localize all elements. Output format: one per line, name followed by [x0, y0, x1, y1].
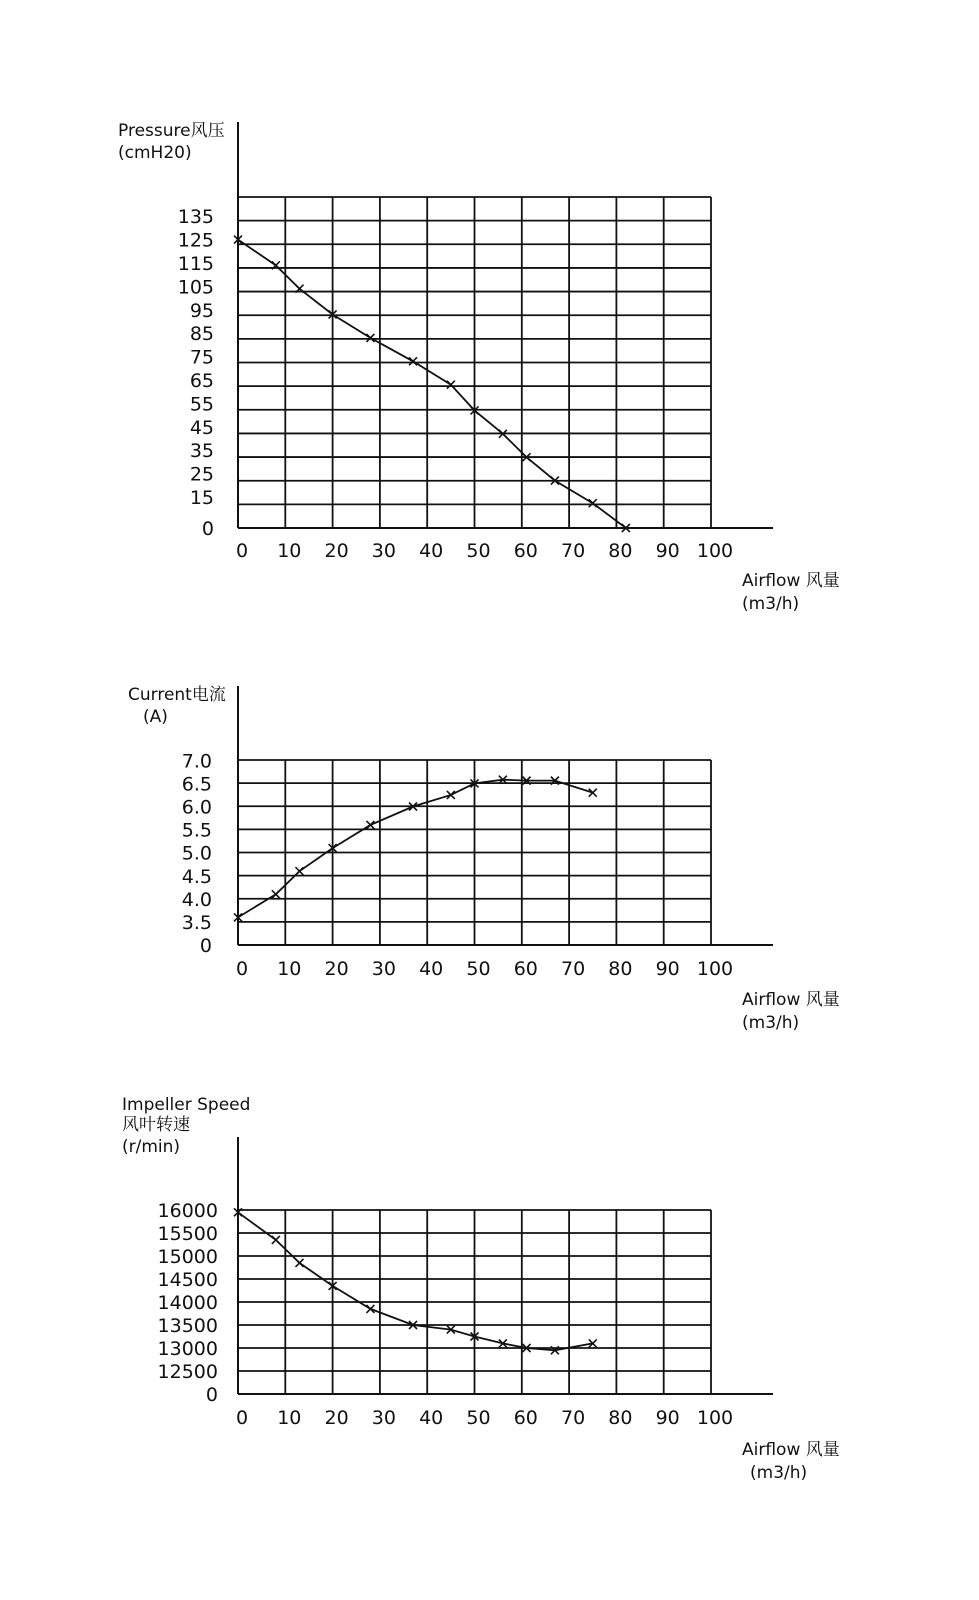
pressure-ylabel: Pressure风压 — [118, 121, 225, 141]
y-tick-label: 6.5 — [181, 773, 212, 796]
data-point-marker — [589, 1339, 597, 1347]
x-tick-label: 20 — [324, 1407, 349, 1429]
series-line — [238, 240, 626, 528]
data-point-marker — [471, 1333, 479, 1341]
x-tick-label: 80 — [608, 958, 633, 980]
pressure-yunit: (cmH20) — [118, 143, 192, 163]
x-tick-label: 40 — [419, 958, 444, 980]
data-point-marker — [234, 1208, 242, 1216]
y-tick-label: 0 — [201, 518, 214, 540]
speed-ylabel2: 风叶转速 — [122, 1115, 190, 1135]
y-tick-label: 13500 — [157, 1315, 218, 1337]
current-xunit: (m3/h) — [742, 1013, 800, 1033]
data-point-marker — [366, 821, 374, 829]
data-point-marker — [551, 777, 559, 785]
data-point-marker — [366, 1305, 374, 1313]
data-point-marker — [329, 844, 337, 852]
y-tick-label: 12500 — [157, 1361, 218, 1383]
data-point-marker — [589, 499, 597, 507]
data-point-marker — [295, 867, 303, 875]
y-tick-label: 85 — [189, 323, 214, 346]
x-tick-label: 60 — [513, 540, 538, 562]
data-point-marker — [329, 1282, 337, 1290]
data-point-marker — [551, 1346, 559, 1354]
x-tick-label: 20 — [324, 958, 349, 980]
data-point-marker — [366, 334, 374, 342]
x-tick-label: 100 — [696, 1407, 734, 1429]
y-tick-label: 7.0 — [181, 750, 212, 773]
y-tick-label: 105 — [177, 276, 214, 299]
x-tick-label: 60 — [513, 1407, 538, 1429]
data-point-marker — [523, 777, 531, 785]
x-tick-label: 100 — [696, 958, 734, 980]
y-tick-label: 15 — [189, 487, 214, 509]
y-tick-label: 6.0 — [181, 796, 212, 819]
y-tick-label: 45 — [189, 416, 214, 439]
x-tick-label: 20 — [324, 540, 349, 562]
x-tick-label: 80 — [608, 540, 633, 562]
current-xlabel: Airflow 风量 — [742, 990, 840, 1010]
x-tick-label: 100 — [696, 540, 734, 562]
y-tick-label: 125 — [177, 229, 214, 252]
data-point-marker — [499, 776, 507, 784]
x-tick-label: 10 — [277, 1407, 302, 1429]
y-tick-label: 14000 — [157, 1292, 218, 1314]
x-tick-label: 90 — [655, 958, 680, 980]
pressure-xlabel: Airflow 风量 — [742, 571, 840, 591]
y-tick-label: 15500 — [157, 1223, 218, 1245]
y-tick-label: 5.5 — [181, 819, 212, 842]
data-point-marker — [447, 381, 455, 389]
data-point-marker — [471, 779, 479, 787]
data-point-marker — [447, 1326, 455, 1334]
x-tick-label: 40 — [419, 540, 444, 562]
x-tick-label: 30 — [371, 540, 396, 562]
pressure-chart-svg — [0, 0, 979, 640]
y-tick-label: 115 — [177, 253, 214, 275]
x-tick-label: 50 — [466, 958, 491, 980]
data-point-marker — [234, 913, 242, 921]
data-point-marker — [409, 357, 417, 365]
y-tick-label: 13000 — [157, 1338, 218, 1360]
x-tick-label: 60 — [513, 958, 538, 980]
y-tick-label: 5.0 — [181, 842, 212, 865]
x-tick-label: 40 — [419, 1407, 444, 1429]
data-point-marker — [295, 1259, 303, 1267]
x-tick-label: 50 — [466, 540, 491, 562]
current-yunit: (A) — [143, 707, 168, 727]
data-point-marker — [272, 1236, 280, 1244]
data-point-marker — [447, 791, 455, 799]
x-tick-label: 30 — [371, 958, 396, 980]
series-line — [238, 1212, 593, 1350]
pressure-chart — [0, 0, 979, 640]
x-tick-label: 70 — [561, 540, 586, 562]
speed-xlabel: Airflow 风量 — [742, 1440, 840, 1460]
y-tick-label: 0 — [205, 1384, 218, 1406]
x-tick-label: 70 — [561, 958, 586, 980]
y-tick-label: 15000 — [157, 1246, 218, 1268]
y-tick-label: 14500 — [157, 1269, 218, 1291]
x-tick-label: 0 — [235, 958, 249, 980]
x-tick-label: 90 — [655, 540, 680, 562]
speed-yunit: (r/min) — [122, 1137, 181, 1157]
x-tick-label: 70 — [561, 1407, 586, 1429]
x-tick-label: 50 — [466, 1407, 491, 1429]
pressure-xunit: (m3/h) — [742, 594, 800, 614]
y-tick-label: 25 — [189, 463, 214, 486]
speed-ylabel: Impeller Speed — [122, 1095, 251, 1115]
y-tick-label: 4.5 — [181, 865, 212, 888]
y-tick-label: 135 — [177, 206, 214, 229]
data-point-marker — [499, 1339, 507, 1347]
series-line — [238, 780, 593, 918]
y-tick-label: 16000 — [157, 1200, 218, 1222]
x-tick-label: 90 — [655, 1407, 680, 1429]
data-point-marker — [523, 1344, 531, 1352]
x-tick-label: 30 — [371, 1407, 396, 1429]
speed-xunit: (m3/h) — [750, 1463, 808, 1483]
x-tick-label: 10 — [277, 540, 302, 562]
x-tick-label: 10 — [277, 958, 302, 980]
x-tick-label: 0 — [235, 1407, 249, 1429]
x-tick-label: 0 — [235, 540, 249, 562]
y-tick-label: 95 — [189, 299, 214, 322]
current-ylabel: Current电流 — [128, 685, 226, 705]
y-tick-label: 65 — [189, 370, 214, 392]
data-point-marker — [589, 789, 597, 797]
data-point-marker — [409, 803, 417, 811]
data-point-marker — [272, 890, 280, 898]
y-tick-label: 0 — [199, 935, 212, 957]
data-point-marker — [409, 1321, 417, 1329]
y-tick-label: 55 — [189, 393, 214, 416]
x-tick-label: 80 — [608, 1407, 633, 1429]
y-tick-label: 3.5 — [181, 912, 212, 934]
y-tick-label: 75 — [189, 346, 214, 369]
y-tick-label: 35 — [189, 440, 214, 463]
y-tick-label: 4.0 — [181, 888, 212, 911]
